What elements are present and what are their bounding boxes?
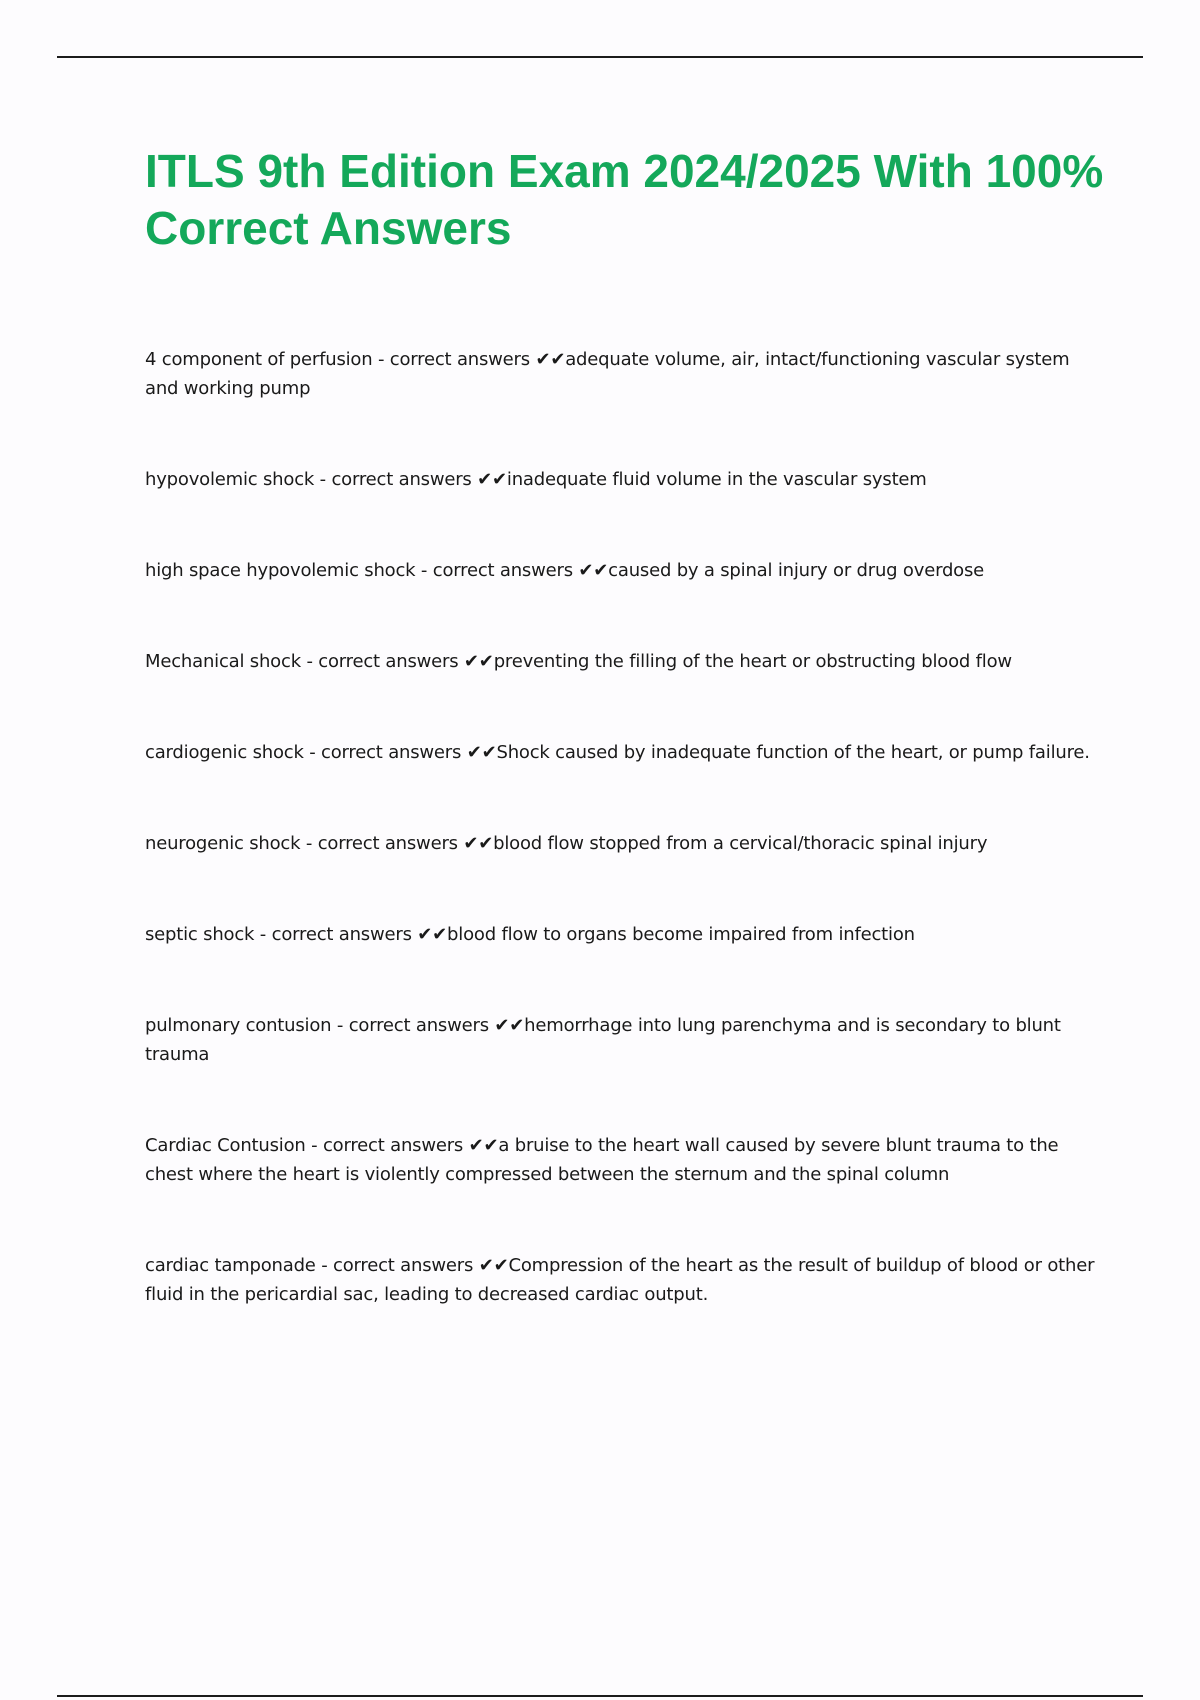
qa-term: high space hypovolemic shock	[145, 560, 416, 581]
qa-answer: preventing the filling of the heart or obstructing blood flow	[493, 651, 1012, 672]
qa-separator: - correct answers	[303, 742, 467, 763]
qa-separator: - correct answers	[315, 1255, 479, 1276]
qa-answer: adequate volume, air, intact/functioning vascular system and working pump	[145, 349, 1070, 399]
qa-term: Cardiac Contusion	[145, 1135, 306, 1156]
qa-item	[145, 647, 1095, 676]
check-marks-icon: ✔✔	[477, 469, 507, 490]
check-marks-icon: ✔✔	[535, 349, 566, 370]
check-marks-icon: ✔✔	[463, 651, 494, 672]
qa-answer: blood flow stopped from a cervical/thoracic spinal injury	[493, 833, 988, 854]
qa-item	[145, 556, 1095, 585]
qa-separator: - correct answers	[331, 1015, 495, 1036]
qa-item	[145, 345, 1095, 403]
qa-item	[145, 1131, 1095, 1189]
qa-list	[145, 345, 1095, 1371]
qa-answer: Shock caused by inadequate function of the heart, or pump failure.	[496, 742, 1090, 763]
qa-answer: Compression of the heart as the result of buildup of blood or other fluid in the pericardial sac, leading to decreased cardiac output.	[145, 1255, 1095, 1305]
check-marks-icon: ✔✔	[468, 1135, 499, 1156]
qa-separator: - correct answers	[300, 651, 464, 672]
qa-separator: - correct answers	[372, 349, 536, 370]
qa-answer: caused by a spinal injury or drug overdose	[608, 560, 985, 581]
qa-answer: a bruise to the heart wall caused by severe blunt trauma to the chest where the heart is violently compressed between the sternum and the spinal column	[145, 1135, 1059, 1185]
qa-separator: - correct answers	[305, 1135, 469, 1156]
qa-separator: - correct answers	[300, 833, 464, 854]
qa-term: cardiac tamponade	[145, 1255, 316, 1276]
check-marks-icon: ✔✔	[417, 924, 448, 945]
document-title: ITLS 9th Edition Exam 2024/2025 With 100% Correct Answers	[145, 145, 1104, 254]
qa-item	[145, 1011, 1095, 1069]
check-marks-icon: ✔✔	[463, 833, 494, 854]
qa-answer: inadequate fluid volume in the vascular system	[506, 469, 927, 490]
check-marks-icon: ✔✔	[578, 560, 609, 581]
check-marks-icon: ✔✔	[478, 1255, 509, 1276]
qa-item	[145, 738, 1095, 767]
qa-term: cardiogenic shock	[145, 742, 304, 763]
bottom-rule	[57, 1695, 1143, 1697]
qa-item	[145, 920, 1095, 949]
qa-term: Mechanical shock	[145, 651, 301, 672]
qa-separator: - correct answers	[254, 924, 418, 945]
qa-answer: blood flow to organs become impaired from infection	[447, 924, 915, 945]
check-marks-icon: ✔✔	[466, 742, 497, 763]
qa-term: neurogenic shock	[145, 833, 301, 854]
top-rule	[57, 56, 1143, 58]
qa-item	[145, 829, 1095, 858]
check-marks-icon: ✔✔	[494, 1015, 525, 1036]
qa-item	[145, 465, 1095, 494]
qa-item	[145, 1251, 1095, 1309]
qa-separator: - correct answers	[415, 560, 579, 581]
qa-term: pulmonary contusion	[145, 1015, 332, 1036]
qa-term: hypovolemic shock	[145, 469, 315, 490]
qa-term: septic shock	[145, 924, 255, 945]
qa-separator: - correct answers	[314, 469, 478, 490]
qa-term: 4 component of perfusion	[145, 349, 373, 370]
qa-answer: hemorrhage into lung parenchyma and is secondary to blunt trauma	[145, 1015, 1061, 1065]
